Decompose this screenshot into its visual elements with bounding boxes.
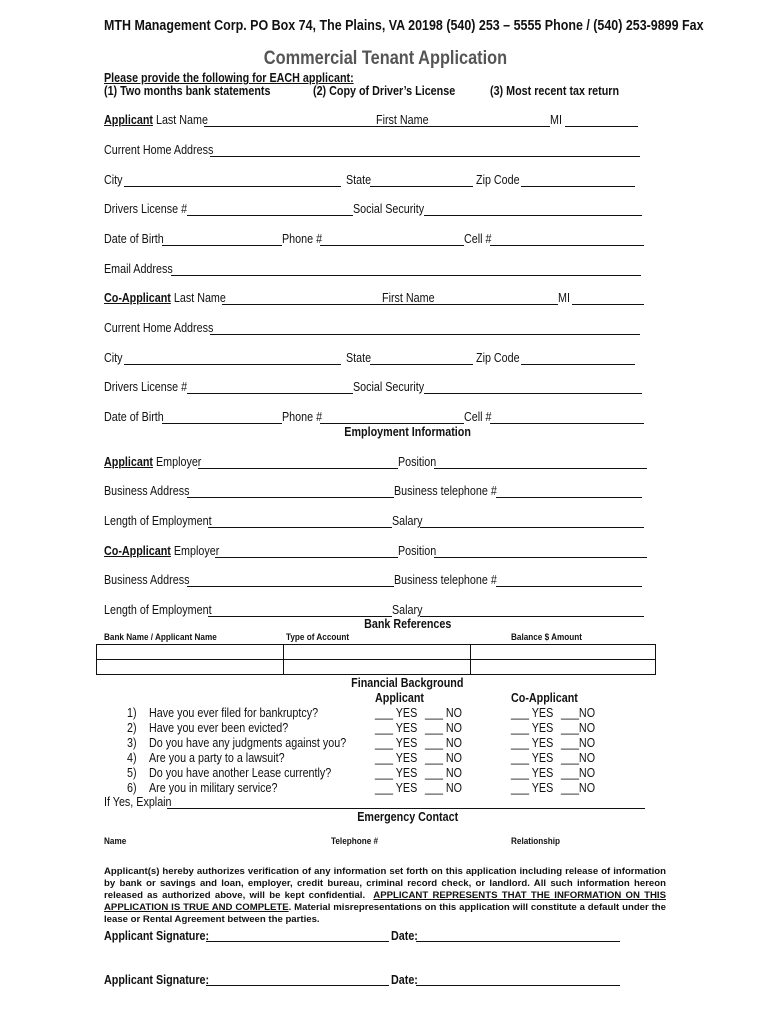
question-number: 5) [127, 766, 137, 780]
bank-name-cell-2[interactable] [97, 660, 284, 675]
drivers-license-label: Drivers License # [104, 202, 188, 216]
co-employer-label: Employer [173, 544, 220, 558]
applicant-yes-option[interactable]: ___ YES [375, 766, 418, 780]
signature-field-1[interactable] [206, 941, 389, 942]
applicant-employer-field[interactable] [198, 468, 398, 469]
co-first-name-label: First Name [382, 291, 435, 305]
applicant-email-field[interactable] [171, 275, 641, 276]
co-applicant-yes-option[interactable]: ___ YES [511, 706, 554, 720]
bank-heading-text: Bank References [363, 617, 452, 631]
cell-label: Cell # [464, 232, 492, 246]
social-security-label: Social Security [353, 202, 425, 216]
city-label: City [104, 173, 123, 187]
co-zip-label: Zip Code [476, 351, 520, 365]
emp-co-applicant-label: Co-Applicant [104, 544, 171, 558]
co-state-label: State [346, 351, 372, 365]
form-title-text: Commercial Tenant Application [263, 48, 507, 69]
question-number: 3) [127, 736, 137, 750]
co-applicant-business-address-field[interactable] [187, 586, 394, 587]
form-title [0, 48, 770, 70]
co-applicant-business-phone-field[interactable] [496, 586, 642, 587]
co-applicant-no-option[interactable]: ___NO [561, 721, 596, 735]
co-drivers-license-label: Drivers License # [104, 380, 188, 394]
financial-co-applicant-head: Co-Applicant [511, 691, 578, 705]
applicant-state-field[interactable] [370, 186, 473, 187]
mi-label: MI [550, 113, 562, 127]
bank-type-cell-1[interactable] [284, 645, 471, 660]
question-text: Are you a party to a lawsuit? [149, 751, 285, 765]
applicant-license-field[interactable] [187, 215, 353, 216]
co-dob-label: Date of Birth [104, 410, 164, 424]
co-length-employment-label: Length of Employment [104, 603, 212, 617]
co-applicant-yes-option[interactable]: ___ YES [511, 766, 554, 780]
co-applicant-city-field[interactable] [124, 364, 341, 365]
applicant-no-option[interactable]: ___ NO [425, 736, 463, 750]
salary-label: Salary [392, 514, 423, 528]
table-row [97, 660, 656, 675]
applicant-yes-option[interactable]: ___ YES [375, 721, 418, 735]
last-name-label: Last Name [155, 113, 208, 127]
business-address-label: Business Address [104, 484, 190, 498]
co-phone-label: Phone # [282, 410, 323, 424]
co-mi-label: MI [558, 291, 570, 305]
bank-balance-cell-2[interactable] [471, 660, 656, 675]
co-applicant-address-field[interactable] [210, 334, 640, 335]
signature-label-1: Applicant Signature: [104, 929, 210, 943]
applicant-first-name-field[interactable] [426, 126, 550, 127]
signature-date-field-1[interactable] [416, 941, 620, 942]
emp-applicant-label: Applicant [104, 455, 153, 469]
home-address-label: Current Home Address [104, 143, 214, 157]
co-applicant-zip-field[interactable] [521, 364, 635, 365]
email-label: Email Address [104, 262, 173, 276]
co-applicant-yes-option[interactable]: ___ YES [511, 751, 554, 765]
applicant-ssn-field[interactable] [424, 215, 642, 216]
authorization-part2: APPLICANT REPRESENTS THAT THE INFORMATION ON THIS APPLICATION IS TRUE AND COMPLETE [104, 890, 666, 913]
co-applicant-cell-field[interactable] [490, 423, 644, 424]
bank-col-type: Type of Account [286, 632, 350, 643]
bank-balance-cell-1[interactable] [471, 645, 656, 660]
applicant-employer-label [104, 455, 201, 469]
bank-col-balance: Balance $ Amount [511, 632, 582, 643]
co-cell-label: Cell # [464, 410, 492, 424]
co-social-security-label: Social Security [353, 380, 425, 394]
co-position-label: Position [398, 544, 437, 558]
doc-item-2: (2) Copy of Driver’s License [313, 84, 456, 98]
signature-label-2: Applicant Signature: [104, 973, 210, 987]
applicant-business-phone-field[interactable] [496, 497, 642, 498]
co-applicant-license-field[interactable] [187, 393, 353, 394]
bank-col-name: Bank Name / Applicant Name [104, 632, 217, 643]
length-employment-label: Length of Employment [104, 514, 212, 528]
authorization-part1: Applicant(s) hereby authorizes verification of any information set forth on this application including release of information by bank or savings and loan, employer, credit bureau, criminal record check, or landlord. All such information hereon released as authorized above, will be kept confidential. [104, 866, 666, 901]
applicant-business-address-field[interactable] [187, 497, 394, 498]
applicant-cell-field[interactable] [490, 245, 644, 246]
instructions [104, 71, 354, 85]
co-applicant-employer-label [104, 544, 219, 558]
co-applicant-yes-option[interactable]: ___ YES [511, 781, 554, 795]
authorization-text [104, 866, 666, 926]
employment-heading [0, 425, 770, 439]
company-header: MTH Management Corp. PO Box 74, The Plains, VA 20198 (540) 253 – 5555 Phone / (540) 253-9899 Fax [104, 18, 704, 34]
dob-label: Date of Birth [104, 232, 164, 246]
applicant-city-field[interactable] [124, 186, 341, 187]
applicant-no-option[interactable]: ___ NO [425, 766, 463, 780]
phone-label: Phone # [282, 232, 323, 246]
co-city-label: City [104, 351, 123, 365]
bank-heading [0, 617, 770, 631]
applicant-name-label [104, 113, 208, 127]
zip-label: Zip Code [476, 173, 520, 187]
table-row [97, 645, 656, 660]
applicant-label: Applicant [104, 113, 153, 127]
applicant-no-option[interactable]: ___ NO [425, 706, 463, 720]
applicant-yes-option[interactable]: ___ YES [375, 706, 418, 720]
question-text: Do you have any judgments against you? [149, 736, 347, 750]
co-applicant-label: Co-Applicant [104, 291, 171, 305]
bank-name-cell-1[interactable] [97, 645, 284, 660]
co-applicant-no-option[interactable]: ___NO [561, 766, 596, 780]
question-number: 6) [127, 781, 137, 795]
co-applicant-ssn-field[interactable] [424, 393, 642, 394]
applicant-mi-field[interactable] [565, 126, 638, 127]
co-applicant-yes-option[interactable]: ___ YES [511, 736, 554, 750]
co-applicant-state-field[interactable] [370, 364, 473, 365]
emergency-heading-text: Emergency Contact [357, 810, 458, 824]
emergency-name-label: Name [104, 836, 127, 847]
co-applicant-no-option[interactable]: ___NO [561, 781, 596, 795]
bank-references-table [96, 644, 656, 675]
applicant-phone-field[interactable] [320, 245, 464, 246]
state-label: State [346, 173, 372, 187]
applicant-yes-option[interactable]: ___ YES [375, 751, 418, 765]
position-label: Position [398, 455, 437, 469]
co-applicant-position-field[interactable] [434, 557, 647, 558]
first-name-label: First Name [376, 113, 429, 127]
question-text: Are you in military service? [149, 781, 278, 795]
bank-type-cell-2[interactable] [284, 660, 471, 675]
signature-date-label-1: Date: [391, 929, 418, 943]
co-applicant-no-option[interactable]: ___NO [561, 736, 596, 750]
doc-item-1: (1) Two months bank statements [104, 84, 271, 98]
co-applicant-yes-option[interactable]: ___ YES [511, 721, 554, 735]
co-salary-label: Salary [392, 603, 423, 617]
question-text: Have you ever filed for bankruptcy? [149, 706, 319, 720]
employment-heading-text: Employment Information [344, 425, 471, 439]
co-applicant-employer-field[interactable] [215, 557, 398, 558]
emergency-relationship-label: Relationship [511, 836, 561, 847]
authorization-part3: . Material misrepresentations on this application will constitute a default under the lease or Rental Agreement between the parties. [104, 902, 666, 925]
applicant-zip-field[interactable] [521, 186, 635, 187]
co-applicant-name-label [104, 291, 226, 305]
applicant-yes-option[interactable]: ___ YES [375, 736, 418, 750]
co-applicant-mi-field[interactable] [572, 304, 644, 305]
employer-label: Employer [155, 455, 202, 469]
applicant-length-field[interactable] [208, 527, 392, 528]
emergency-telephone-label: Telephone # [331, 836, 379, 847]
signature-date-label-2: Date: [391, 973, 418, 987]
emergency-heading [0, 810, 770, 824]
co-applicant-phone-field[interactable] [320, 423, 464, 424]
signature-date-field-2[interactable] [416, 985, 620, 986]
question-number: 4) [127, 751, 137, 765]
applicant-dob-field[interactable] [162, 245, 282, 246]
co-last-name-label: Last Name [173, 291, 226, 305]
question-text: Have you ever been evicted? [149, 721, 289, 735]
applicant-no-option[interactable]: ___ NO [425, 781, 463, 795]
if-yes-label: If Yes, Explain [104, 795, 172, 809]
question-text: Do you have another Lease currently? [149, 766, 332, 780]
signature-field-2[interactable] [206, 985, 389, 986]
co-applicant-no-option[interactable]: ___NO [561, 706, 596, 720]
co-applicant-first-name-field[interactable] [432, 304, 558, 305]
financial-heading [0, 676, 770, 690]
applicant-yes-option[interactable]: ___ YES [375, 781, 418, 795]
co-home-address-label: Current Home Address [104, 321, 214, 335]
applicant-salary-field[interactable] [420, 527, 644, 528]
question-number: 2) [127, 721, 137, 735]
doc-item-3: (3) Most recent tax return [490, 84, 620, 98]
question-number: 1) [127, 706, 137, 720]
applicant-position-field[interactable] [434, 468, 647, 469]
co-business-address-label: Business Address [104, 573, 190, 587]
applicant-address-field[interactable] [210, 156, 640, 157]
instructions-text: Please provide the following for EACH applicant: [104, 71, 354, 85]
financial-heading-text: Financial Background [351, 676, 464, 690]
co-applicant-no-option[interactable]: ___NO [561, 751, 596, 765]
if-yes-field[interactable] [167, 808, 645, 809]
financial-applicant-head: Applicant [375, 691, 424, 705]
co-business-phone-label: Business telephone # [394, 573, 497, 587]
business-phone-label: Business telephone # [394, 484, 497, 498]
co-applicant-dob-field[interactable] [162, 423, 282, 424]
applicant-no-option[interactable]: ___ NO [425, 751, 463, 765]
applicant-no-option[interactable]: ___ NO [425, 721, 463, 735]
